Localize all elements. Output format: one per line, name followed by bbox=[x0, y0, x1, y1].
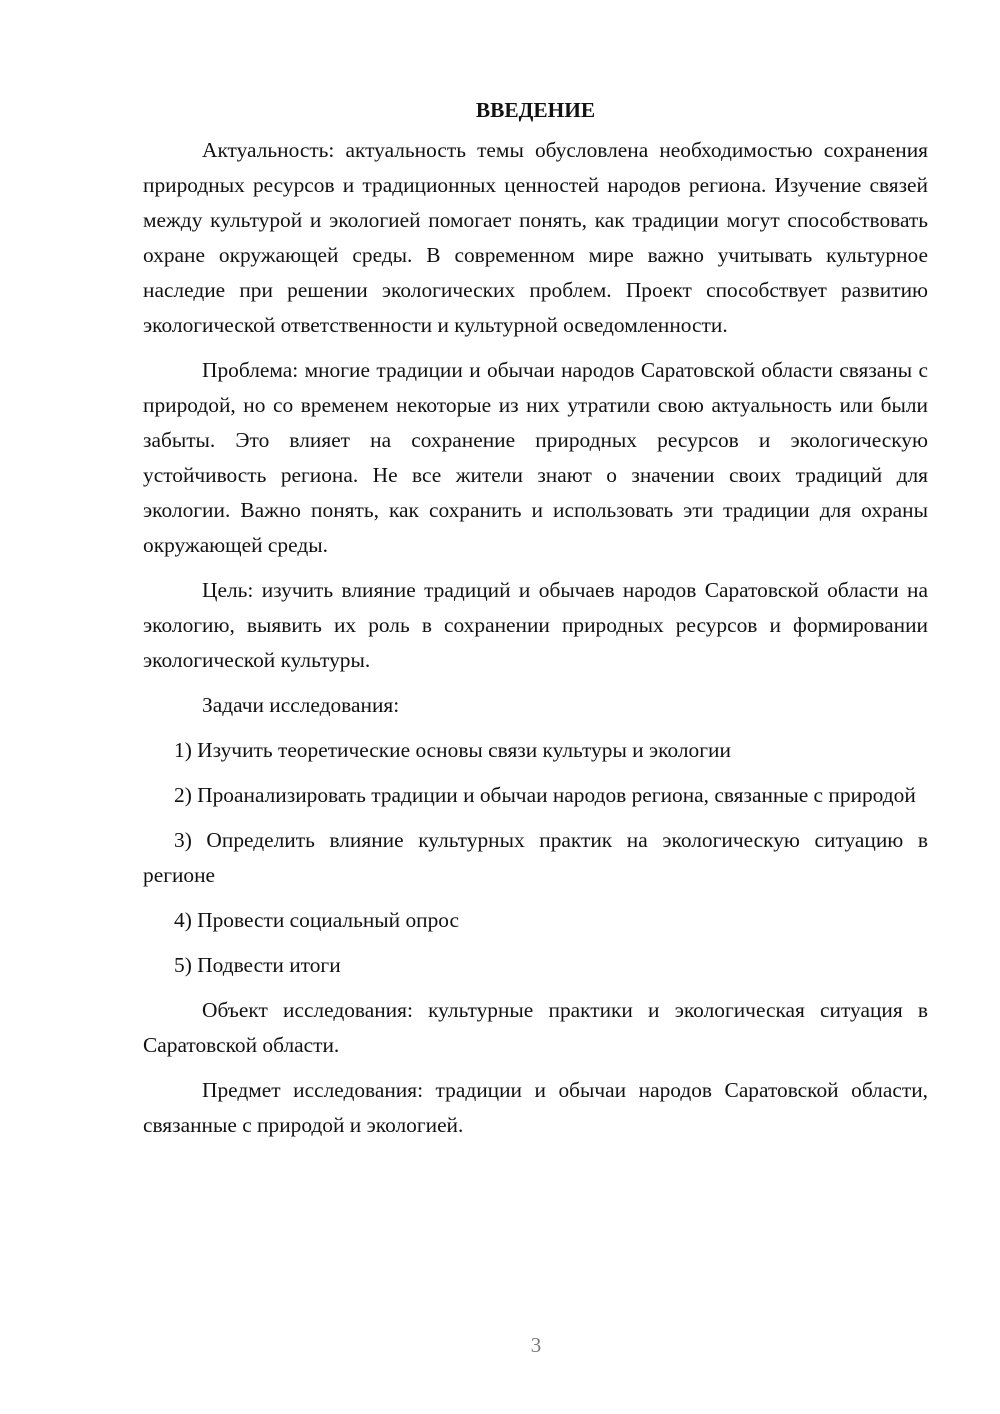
relevance-paragraph: Актуальность: актуальность темы обусловлена необходимостью сохранения природных ресурсов и традиционных ценностей народов региона. Изучение связей между культурой и экологией помогает понять, как традиции могут способствовать охране окружающей среды. В современном мире важно учитывать культурное наследие при решении экологических проблем. Проект способствует развитию экологической ответственности и культурной осведомленности. bbox=[143, 138, 928, 337]
subject-paragraph: Предмет исследования: традиции и обычаи народов Саратовской области, связанные с природой и экологией. bbox=[143, 1078, 928, 1137]
task-item-1: 1) Изучить теоретические основы связи культуры и экологии bbox=[174, 738, 731, 762]
task-item-4: 4) Провести социальный опрос bbox=[174, 908, 460, 932]
goal-paragraph: Цель: изучить влияние традиций и обычаев народов Саратовской области на экологию, выявить их роль в сохранении природных ресурсов и формировании экологической культуры. bbox=[143, 578, 928, 672]
tasks-heading: Задачи исследования: bbox=[202, 693, 400, 717]
problem-paragraph: Проблема: многие традиции и обычаи народов Саратовской области связаны с природой, но со временем некоторые из них утратили свою актуальность или были забыты. Это влияет на сохранение природных ресурсов и экологическую устойчивость региона. Не все жители знают о значении своих традиций для экологии. Важно понять, как сохранить и использовать эти традиции для охраны окружающей среды. bbox=[143, 358, 928, 557]
task-item-2: 2) Проанализировать традиции и обычаи народов региона, связанные с природой bbox=[174, 783, 916, 807]
task-item-3: 3) Определить влияние культурных практик на экологическую ситуацию в регионе bbox=[143, 828, 928, 887]
page-title: ВВЕДЕНИЕ bbox=[475, 98, 596, 122]
object-paragraph: Объект исследования: культурные практики и экологическая ситуация в Саратовской области. bbox=[143, 998, 928, 1057]
task-item-5: 5) Подвести итоги bbox=[174, 953, 341, 977]
page-number: 3 bbox=[530, 1333, 542, 1357]
page-content bbox=[143, 93, 928, 1143]
